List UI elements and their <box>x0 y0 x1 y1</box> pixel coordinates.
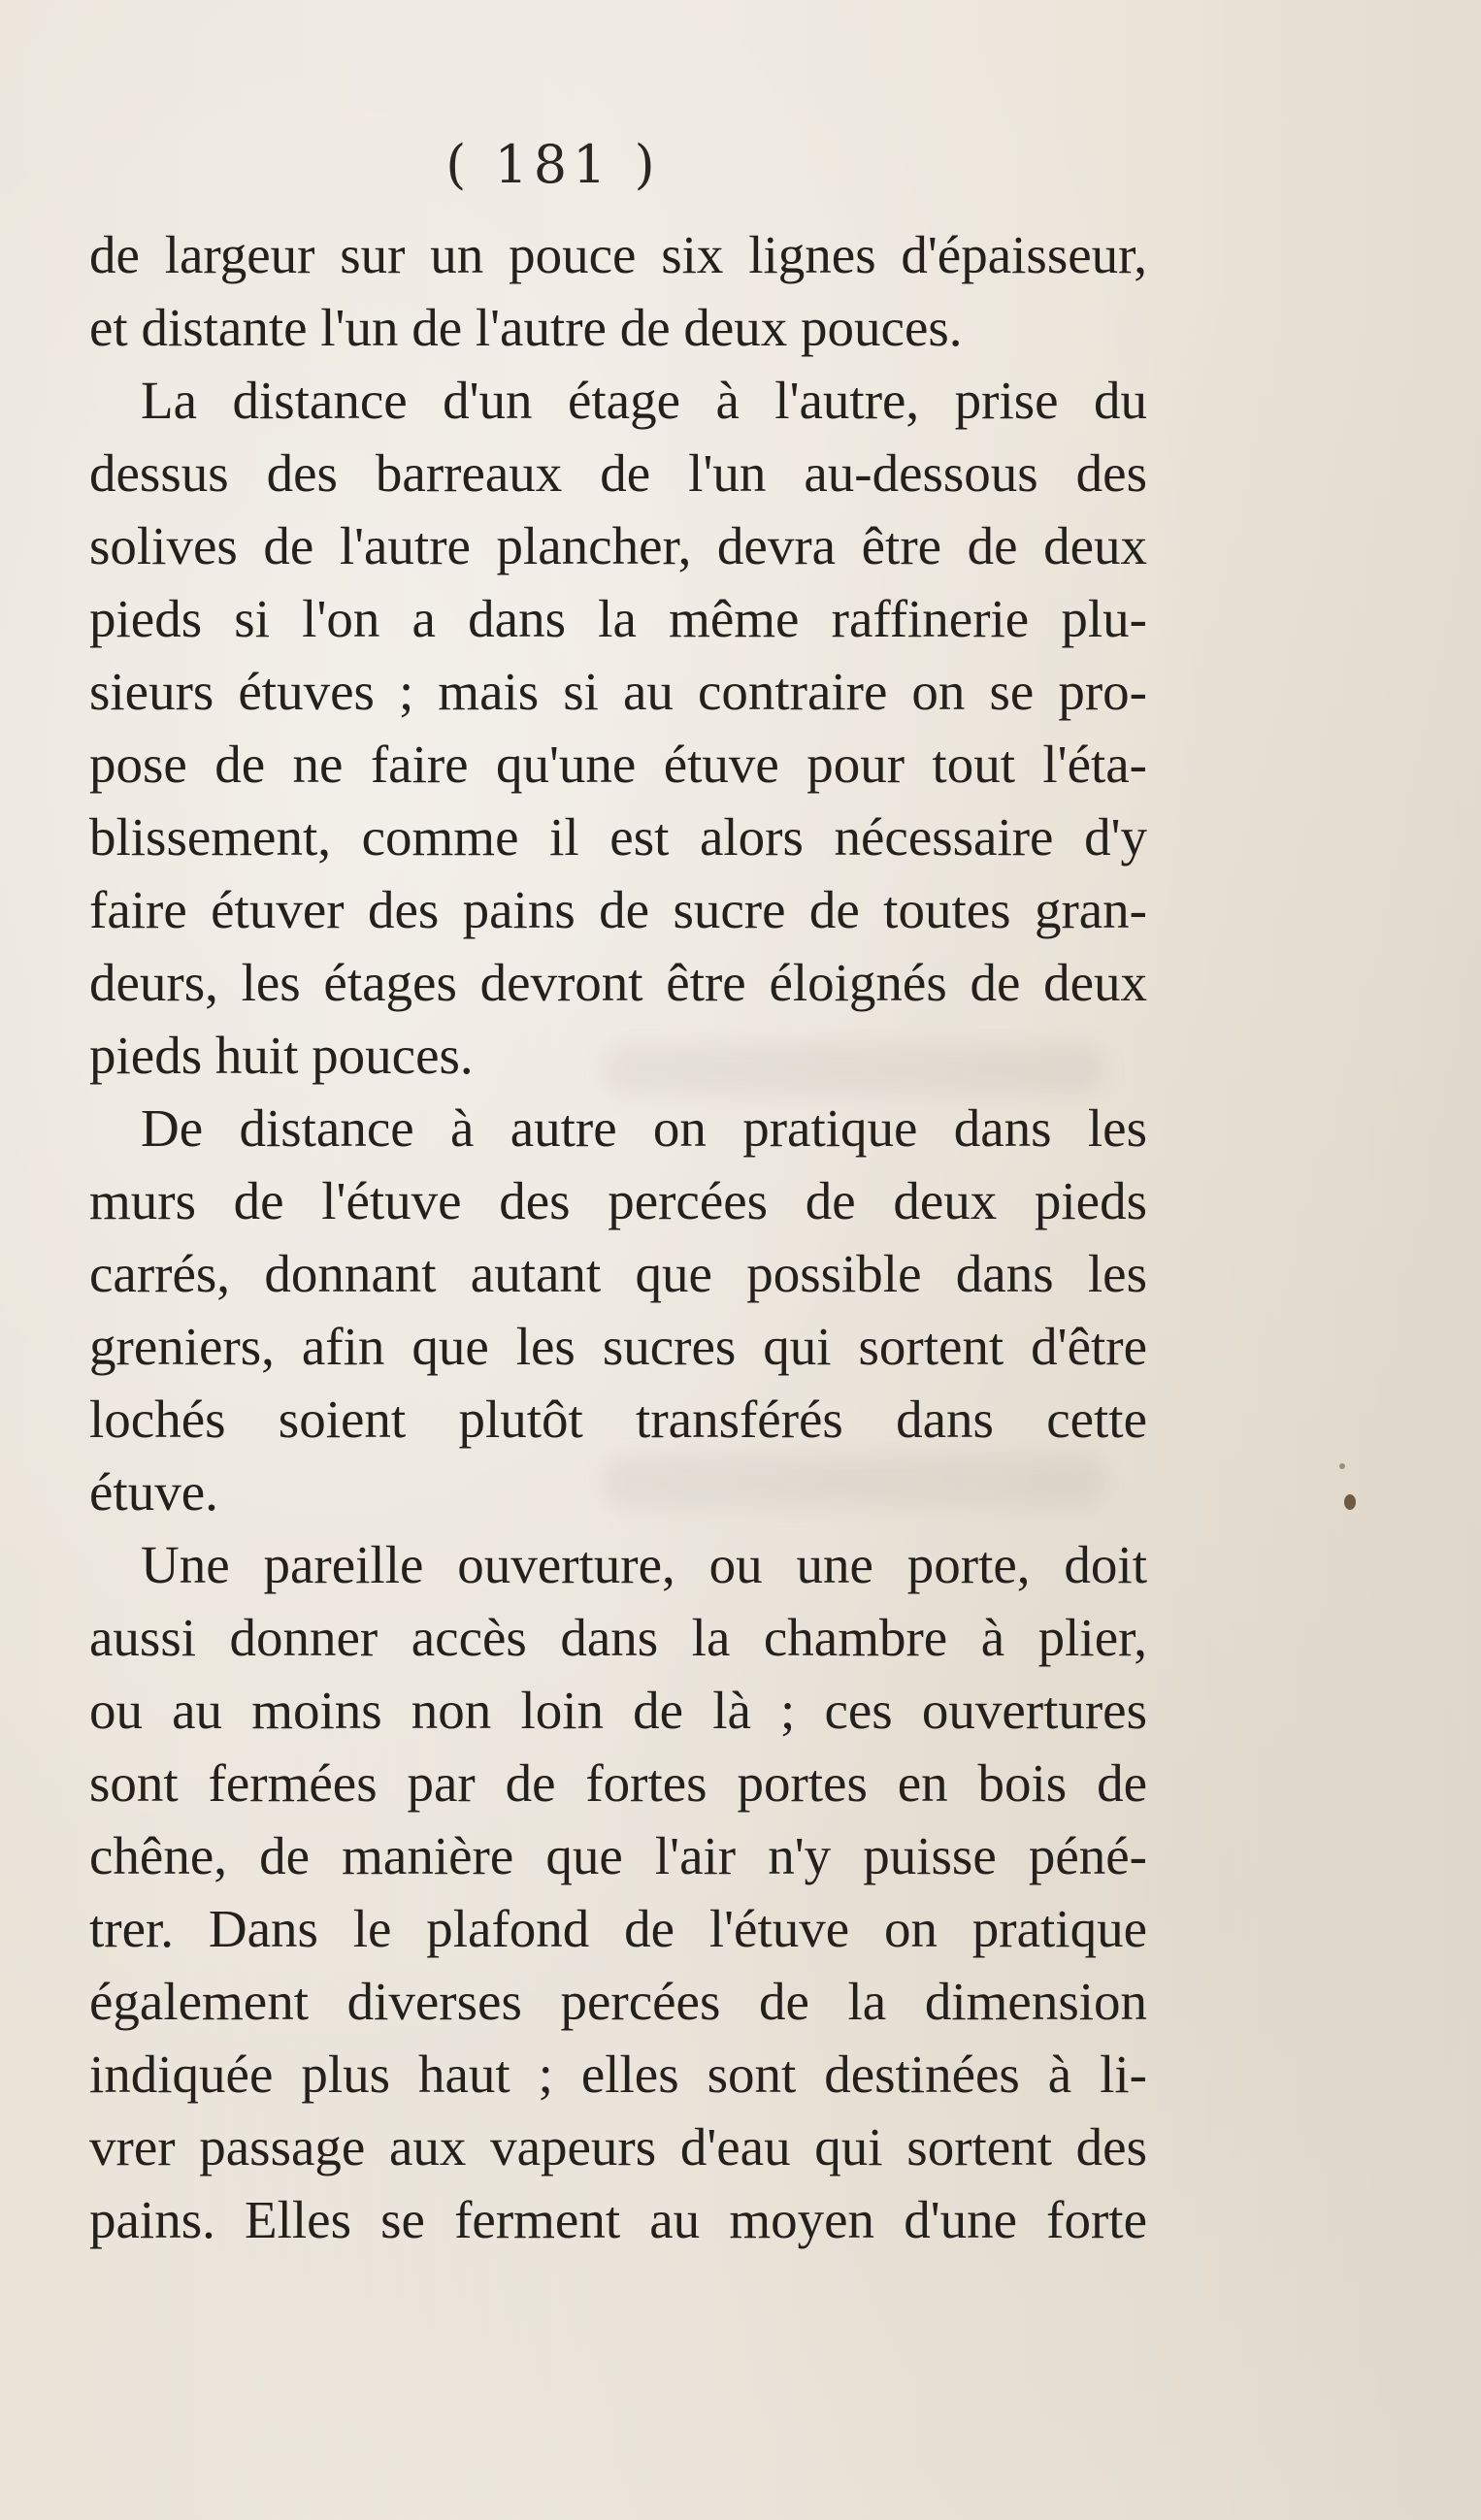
text-line: pieds huit pouces. <box>89 1026 474 1085</box>
text-line: solives de l'autre plancher, devra être de deux <box>89 516 1147 575</box>
text-line: indiquée plus haut ; elles sont destinées à li- <box>89 2045 1147 2104</box>
text-line: blissement, comme il est alors nécessaire d'y <box>89 807 1147 867</box>
text-line: chêne, de manière que l'air n'y puisse péné- <box>89 1826 1147 1885</box>
text-line: sont fermées par de fortes portes en bois de <box>89 1753 1147 1813</box>
text-line: murs de l'étuve des percées de deux pieds <box>89 1171 1147 1230</box>
text-line: sieurs étuves ; mais si au contraire on se pro- <box>89 662 1147 721</box>
text-line: carrés, donnant autant que possible dans les <box>89 1244 1147 1303</box>
text-line: pains. Elles se ferment au moyen d'une forte <box>89 2190 1147 2249</box>
text-line: lochés soient plutôt transférés dans cette <box>89 1390 1147 1449</box>
text-line: greniers, afin que les sucres qui sortent d'être <box>89 1317 1147 1376</box>
text-line: également diverses percées de la dimension <box>89 1972 1147 2031</box>
text-line: Une pareille ouverture, ou une porte, doit <box>141 1535 1147 1594</box>
text-line: de largeur sur un pouce six lignes d'épaisseur, <box>89 225 1147 284</box>
text-line: ou au moins non loin de là ; ces ouvertures <box>89 1681 1147 1740</box>
text-line: deurs, les étages devront être éloignés de deux <box>89 953 1147 1012</box>
paper-speck <box>1339 1463 1345 1469</box>
text-line: pieds si l'on a dans la même raffinerie plu- <box>89 589 1147 648</box>
text-line: trer. Dans le plafond de l'étuve on pratique <box>89 1899 1147 1958</box>
text-line: vrer passage aux vapeurs d'eau qui sortent des <box>89 2117 1147 2176</box>
body-text <box>89 218 1147 2256</box>
text-line: dessus des barreaux de l'un au-dessous des <box>89 443 1147 503</box>
text-line: et distante l'un de l'autre de deux pouces. <box>89 298 963 357</box>
text-line: étuve. <box>89 1462 218 1522</box>
text-line: faire étuver des pains de sucre de toutes gran- <box>89 880 1147 939</box>
text-line: De distance à autre on pratique dans les <box>141 1098 1147 1158</box>
text-line: aussi donner accès dans la chambre à plier, <box>89 1608 1147 1667</box>
text-line: La distance d'un étage à l'autre, prise du <box>141 371 1147 430</box>
page-number: ( 181 ) <box>445 134 661 195</box>
paper-speck <box>1344 1494 1356 1510</box>
text-line: pose de ne faire qu'une étuve pour tout l'éta- <box>89 735 1147 794</box>
